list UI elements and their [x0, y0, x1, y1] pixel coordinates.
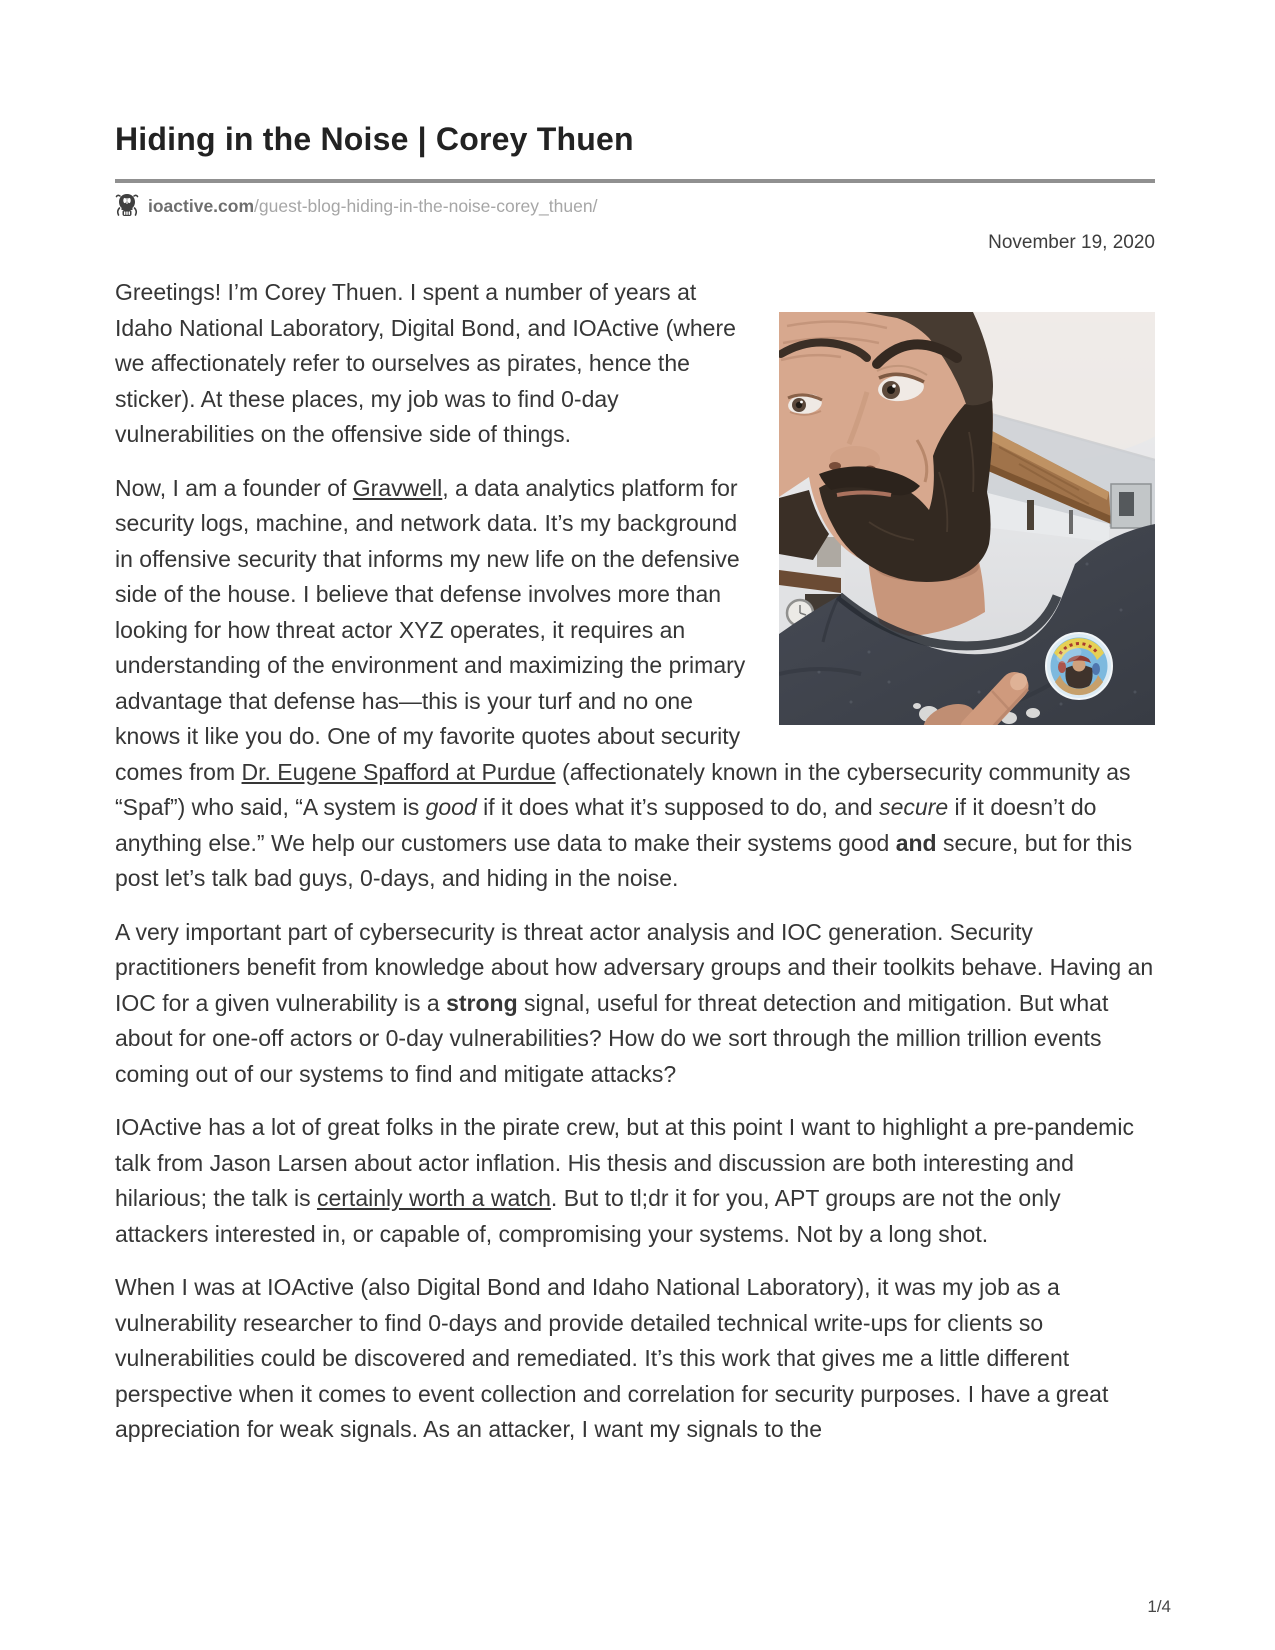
italic-text: good — [425, 794, 477, 820]
inline-link[interactable]: Gravwell — [352, 474, 443, 501]
text-run: if it doesn’t do anything else.” We help our customers use data to make their systems good — [115, 794, 1097, 856]
page-number: 1/4 — [1147, 1597, 1171, 1616]
pirate-sticker — [1046, 633, 1112, 699]
bold-text: and — [895, 829, 937, 856]
inline-link[interactable]: Dr. Eugene Spafford at Purdue — [241, 758, 556, 785]
source-url-row — [115, 192, 1155, 220]
text-run: IOActive has a lot of great folks in the pirate crew, but at this point I want to highlight a pre-pandemic talk from Jason Larsen about actor inflation. His thesis and discussion are both interesting and hilarious; the talk is — [115, 1114, 1134, 1211]
source-url — [148, 196, 597, 217]
text-run: . But to tl;dr it for you, APT groups are not the only attackers interested in, or capable of, compromising your systems. Not by a long shot. — [115, 1185, 1061, 1247]
source-domain: ioactive.com — [148, 195, 255, 216]
text-run: signal, useful for threat detection and mitigation. But what about for one-off actors or 0-day vulnerabilities? How do we sort through the million trillion events coming out of our systems to find and mitigate attacks? — [115, 989, 1109, 1087]
italic-text: secure — [879, 794, 949, 820]
text-run: , a data analytics platform for security logs, machine, and network data. It’s my background in offensive security that informs my new life on the defensive side of the house. I believe that defense involves more than looking for how threat actor XYZ operates, it requires an understanding of the environment and maximizing the primary advantage that defense has—this is your turf and no one knows it like you do. One of my favorite quotes about security comes from — [115, 474, 746, 785]
paragraph — [115, 1110, 1155, 1252]
text-run: secure, but for this post let’s talk bad guys, 0-days, and hiding in the noise. — [115, 829, 1133, 891]
text-run: Greetings! I’m Corey Thuen. I spent a number of years at Idaho National Laboratory, Digital Bond, and IOActive (where we affectionately refer to ourselves as pirates, hence the sticker). At these places, my job was to find 0-day vulnerabilities on the offensive side of things. — [115, 279, 736, 447]
page-title: Hiding in the Noise | Corey Thuen — [115, 121, 634, 157]
pirate-skull-favicon-icon — [115, 193, 139, 219]
source-path: /guest-blog-hiding-in-the-noise-corey_thuen/ — [254, 195, 598, 216]
title-divider — [115, 179, 1155, 183]
text-run: if it does what it’s supposed to do, and — [476, 794, 880, 820]
text-run: Now, I am a founder of — [115, 474, 353, 501]
author-selfie-photo — [779, 312, 1155, 725]
publish-date: November 19, 2020 — [988, 232, 1155, 253]
inline-link[interactable]: certainly worth a watch — [316, 1185, 551, 1211]
paragraph — [115, 1270, 1155, 1448]
page-content — [115, 120, 1155, 1466]
paragraph — [115, 915, 1155, 1093]
text-run: (affectionately known in the cybersecurity community as “Spaf”) who said, “A system is — [115, 758, 1131, 820]
bold-text: strong — [446, 989, 518, 1016]
article-body — [115, 275, 1155, 1448]
text-run: A very important part of cybersecurity is threat actor analysis and IOC generation. Security practitioners benefit from knowledge about how adversary groups and their toolkits behave. Having an IOC for a given vulnerability is a — [115, 918, 1154, 1016]
text-run: When I was at IOActive (also Digital Bond and Idaho National Laboratory), it was my job as a vulnerability researcher to find 0-days and provide detailed technical write-ups for clients so vulnerabilities could be discovered and remediated. It’s this work that gives me a little different perspective when it comes to event collection and correlation for security purposes. I have a great appreciation for weak signals. As an attacker, I want my signals to the — [115, 1274, 1109, 1442]
